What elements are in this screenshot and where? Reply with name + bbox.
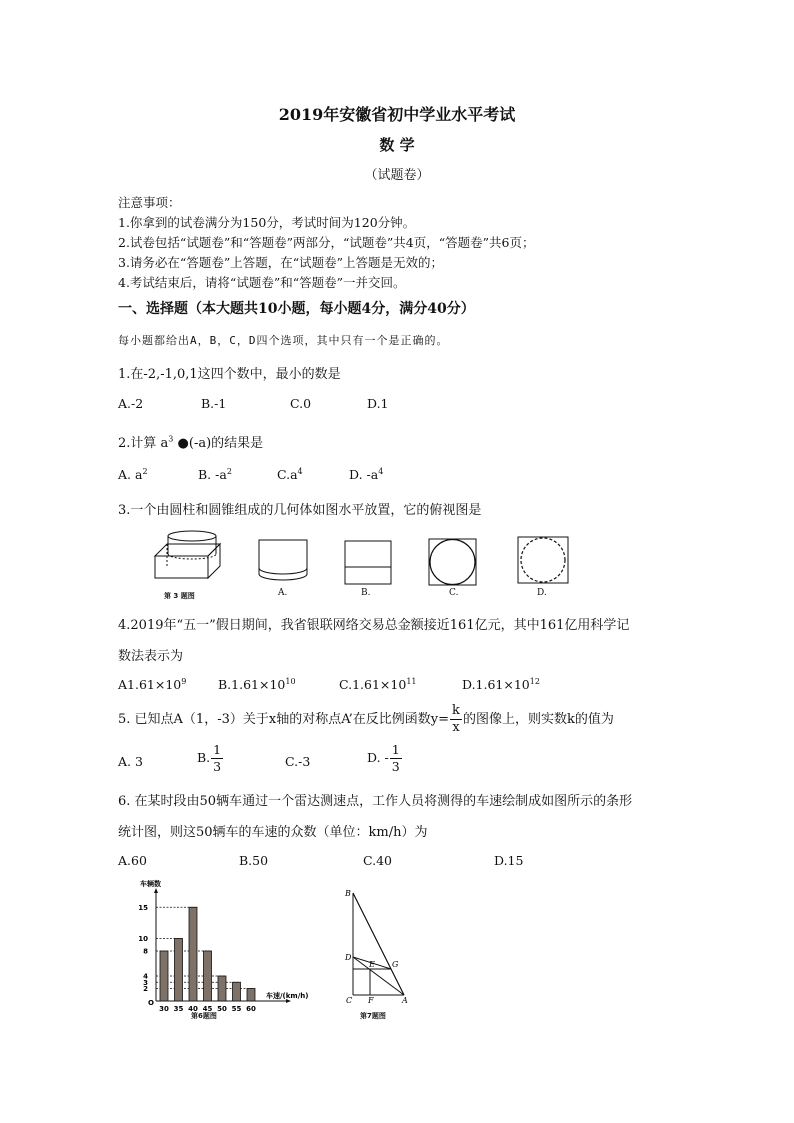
point-label-b: B — [345, 889, 351, 898]
option-b: $B.1.61\times 10^{10}$ — [218, 677, 296, 693]
y-axis-arrow — [154, 888, 158, 893]
y-tick-label: 15 — [138, 903, 148, 912]
origin-label: O — [148, 999, 154, 1007]
option-b: B.50 — [239, 853, 269, 868]
option-a: A. $a^2$ — [118, 467, 148, 483]
point-label-c: C — [346, 996, 353, 1005]
x-axis-label: 车速/(km/h) — [266, 992, 309, 1000]
y-tick-label: 4 — [143, 972, 148, 981]
option-label-d: D. — [537, 588, 547, 598]
bar — [204, 951, 212, 1001]
y-tick-label: 2 — [143, 985, 148, 993]
question-6-line1: 6. 在某时段由50辆车通过一个雷达测速点，工作人员将测得的车速绘制成如图所示的条形 — [118, 794, 633, 809]
point-label-a: A — [402, 996, 408, 1005]
option-c: C.40 — [363, 853, 392, 868]
notes-heading: 注意事项： — [118, 195, 181, 210]
bar — [160, 951, 168, 1001]
question-3: 3.一个由圆柱和圆锥组成的几何体如图水平放置，它的俯视图是 — [118, 503, 482, 518]
x-tick-label: 30 — [159, 1005, 169, 1013]
y-tick-label: 8 — [143, 947, 148, 956]
option-a: A. 3 — [118, 754, 143, 769]
x-tick-label: 40 — [188, 1005, 198, 1013]
x-tick-label: 45 — [202, 1005, 213, 1013]
x-tick-label: 55 — [231, 1005, 242, 1013]
option-a: A.-2 — [118, 396, 144, 411]
option-label-a: A. — [278, 588, 288, 598]
question-2: 2.计算 $a^3$ ●(-a)的结果是 — [118, 434, 264, 451]
bar — [233, 982, 241, 1001]
option-a: A.60 — [118, 853, 147, 868]
x-tick-label: 50 — [217, 1005, 227, 1013]
option-d: $D.1.61\times 10^{12}$ — [462, 677, 540, 693]
option-d: D. $-a^4$ — [349, 467, 384, 483]
q3-option-a-figure — [259, 540, 309, 586]
point-label-d: D — [345, 953, 352, 962]
note-item: 2.试卷包括“试题卷”和“答题卷”两部分，“试题卷”共4页，“答题卷”共6页； — [118, 235, 535, 250]
subject-title: 数 学 — [379, 136, 415, 154]
point-label-f: F — [368, 996, 374, 1005]
option-d: D.1 — [367, 396, 389, 411]
option-d: D. - $\frac{1}{3}$ — [367, 742, 400, 774]
q7-geometry-figure — [338, 885, 418, 1005]
note-item: 4.考试结束后，请将“试题卷”和“答题卷”一并交回。 — [118, 275, 406, 290]
exam-title: 2019年安徽省初中学业水平考试 — [278, 105, 516, 124]
y-axis-label: 车辆数 — [140, 880, 161, 888]
note-item: 3.请务必在“答题卷”上答题，在“试题卷”上答题是无效的； — [118, 255, 443, 270]
x-tick-label: 35 — [173, 1005, 184, 1013]
option-a: $A1.61\times 10^9$ — [118, 677, 187, 693]
chart-caption: 第6题图 — [191, 1012, 217, 1020]
bar — [218, 976, 226, 1001]
point-label-e: E — [369, 960, 375, 969]
section-instruction: 每小题都给出A，B，C，D四个选项，其中只有一个是正确的。 — [118, 334, 449, 347]
option-b: B.-1 — [201, 396, 227, 411]
speed-bar-chart — [138, 880, 309, 1020]
bar — [247, 989, 255, 1002]
option-label-c: C. — [449, 588, 459, 598]
x-tick-label: 60 — [246, 1005, 256, 1013]
bar — [175, 939, 183, 1002]
note-item: 1.你拿到的试卷满分为150分，考试时间为120分钟。 — [118, 215, 416, 230]
option-b: B. $-a^2$ — [198, 467, 232, 483]
option-b: B. $\frac{1}{3}$ — [197, 742, 222, 774]
question-1: 1.在-2,-1,0,1这四个数中，最小的数是 — [118, 367, 341, 382]
section-heading: 一、选择题（本大题共10小题，每小题4分，满分40分） — [118, 301, 475, 317]
question-6-line2: 统计图，则这50辆车的车速的众数（单位：km/h）为 — [118, 825, 428, 840]
q3-option-b-figure — [345, 541, 395, 586]
option-label-b: B. — [361, 588, 371, 598]
point-label-g: G — [392, 960, 399, 969]
option-c: C.0 — [290, 396, 312, 411]
question-4-line2: 数法表示为 — [118, 649, 184, 664]
option-c: C.-3 — [285, 754, 311, 769]
option-d: D.15 — [494, 853, 524, 868]
figure-caption: 第7题图 — [360, 1012, 386, 1020]
question-5: 5. 已知点A（1，-3）关于x轴的对称点A’在反比例函数y= $\frac{k}{x}$ 的图像上，则实数k的值为 — [118, 703, 614, 735]
option-c: $C.1.61\times 10^{11}$ — [339, 677, 417, 693]
bar — [189, 907, 197, 1001]
option-c: $C.a^4$ — [277, 467, 303, 483]
y-tick-label: 3 — [143, 978, 148, 987]
question-4-line1: 4.2019年“五一”假日期间，我省银联网络交易总金额接近161亿元，其中161亿用科学记 — [118, 618, 630, 633]
paper-type: （试题卷） — [364, 168, 430, 183]
q3-option-d-figure — [517, 536, 571, 586]
y-tick-label: 10 — [138, 935, 148, 943]
figure-caption: 第 3 题图 — [164, 592, 195, 600]
q3-option-c-figure — [429, 539, 479, 587]
q3-solid-figure — [150, 528, 230, 588]
